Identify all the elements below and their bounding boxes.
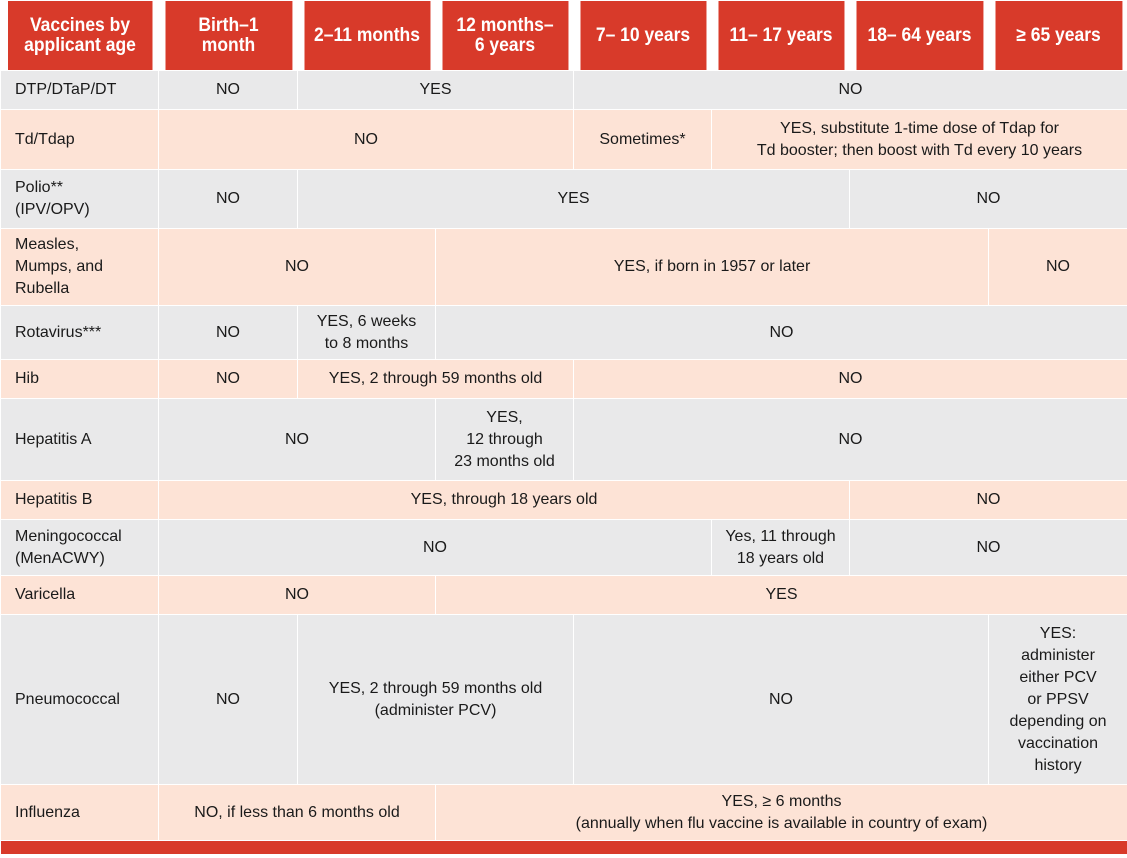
table-cell: NO [574, 71, 1127, 110]
vaccine-name: Influenza [1, 785, 159, 841]
vaccine-name: Hepatitis A [1, 399, 159, 481]
table-cell: Yes, 11 through 18 years old [712, 520, 850, 576]
table-cell: NO [159, 615, 298, 785]
table-row [1, 481, 1127, 520]
table-cell: NO [989, 229, 1127, 306]
header-11-17-years: 11– 17 years [717, 1, 844, 71]
table-row [1, 229, 1127, 306]
table-cell: NO [574, 360, 1127, 399]
header-7-10-years: 7– 10 years [579, 1, 706, 71]
table-row [1, 785, 1127, 841]
table-cell: Sometimes* [574, 110, 712, 170]
vaccine-name: Rotavirus*** [1, 306, 159, 360]
table-row [1, 306, 1127, 360]
table-cell: NO [574, 615, 989, 785]
table-row [1, 360, 1127, 399]
table-cell: NO [159, 229, 436, 306]
table-cell: YES, through 18 years old [159, 481, 850, 520]
table-cell: NO, if less than 6 months old [159, 785, 436, 841]
table-cell: YES, 2 through 59 months old (administer PCV) [298, 615, 574, 785]
table-cell: YES, if born in 1957 or later [436, 229, 989, 306]
header-18-64-years: 18– 64 years [855, 1, 983, 71]
table-cell: YES: administer either PCV or PPSV depending on vaccination history [989, 615, 1127, 785]
vaccine-name: Td/Tdap [1, 110, 159, 170]
header-row [1, 1, 1127, 71]
table-cell: YES, 2 through 59 months old [298, 360, 574, 399]
header-birth-1-month: Birth–1 month [164, 1, 292, 71]
table-cell: YES, ≥ 6 months (annually when flu vaccine is available in country of exam) [436, 785, 1127, 841]
vaccine-name: Varicella [1, 576, 159, 615]
table-cell: NO [574, 399, 1127, 481]
vaccine-name: Hepatitis B [1, 481, 159, 520]
table-row [1, 71, 1127, 110]
table-cell: NO [159, 399, 436, 481]
table-cell: NO [850, 520, 1127, 576]
table-row [1, 576, 1127, 615]
table-cell: NO [159, 360, 298, 399]
table-cell: NO [159, 170, 298, 229]
table-cell: NO [850, 481, 1127, 520]
table-cell: NO [850, 170, 1127, 229]
table-row [1, 170, 1127, 229]
vaccine-name: Polio** (IPV/OPV) [1, 170, 159, 229]
table-cell: NO [159, 576, 436, 615]
table-cell: NO [159, 71, 298, 110]
vaccine-name: DTP/DTaP/DT [1, 71, 159, 110]
table-row [1, 110, 1127, 170]
vaccine-name: Measles, Mumps, and Rubella [1, 229, 159, 306]
header-2-11-months: 2–11 months [303, 1, 430, 71]
footer-bar [1, 841, 1127, 855]
header-12-months-6-years: 12 months– 6 years [441, 1, 568, 71]
table-row [1, 399, 1127, 481]
table-row [1, 520, 1127, 576]
table-cell: YES [298, 170, 850, 229]
table-cell: YES, 12 through 23 months old [436, 399, 574, 481]
table-cell: NO [159, 110, 574, 170]
footer-bar-row [1, 841, 1127, 855]
vaccine-name: Hib [1, 360, 159, 399]
table-cell: YES, 6 weeks to 8 months [298, 306, 436, 360]
table-cell: NO [159, 306, 298, 360]
header-vaccine-age: Vaccines by applicant age [7, 1, 152, 71]
table-cell: YES [298, 71, 574, 110]
vaccine-name: Pneumococcal [1, 615, 159, 785]
table-cell: NO [436, 306, 1127, 360]
table-cell: YES, substitute 1-time dose of Tdap for Td booster; then boost with Td every 10 years [712, 110, 1127, 170]
table-cell: YES [436, 576, 1127, 615]
vaccine-name: Meningococcal (MenACWY) [1, 520, 159, 576]
table-row [1, 615, 1127, 785]
table-cell: NO [159, 520, 712, 576]
header-65-plus-years: ≥ 65 years [994, 1, 1122, 71]
